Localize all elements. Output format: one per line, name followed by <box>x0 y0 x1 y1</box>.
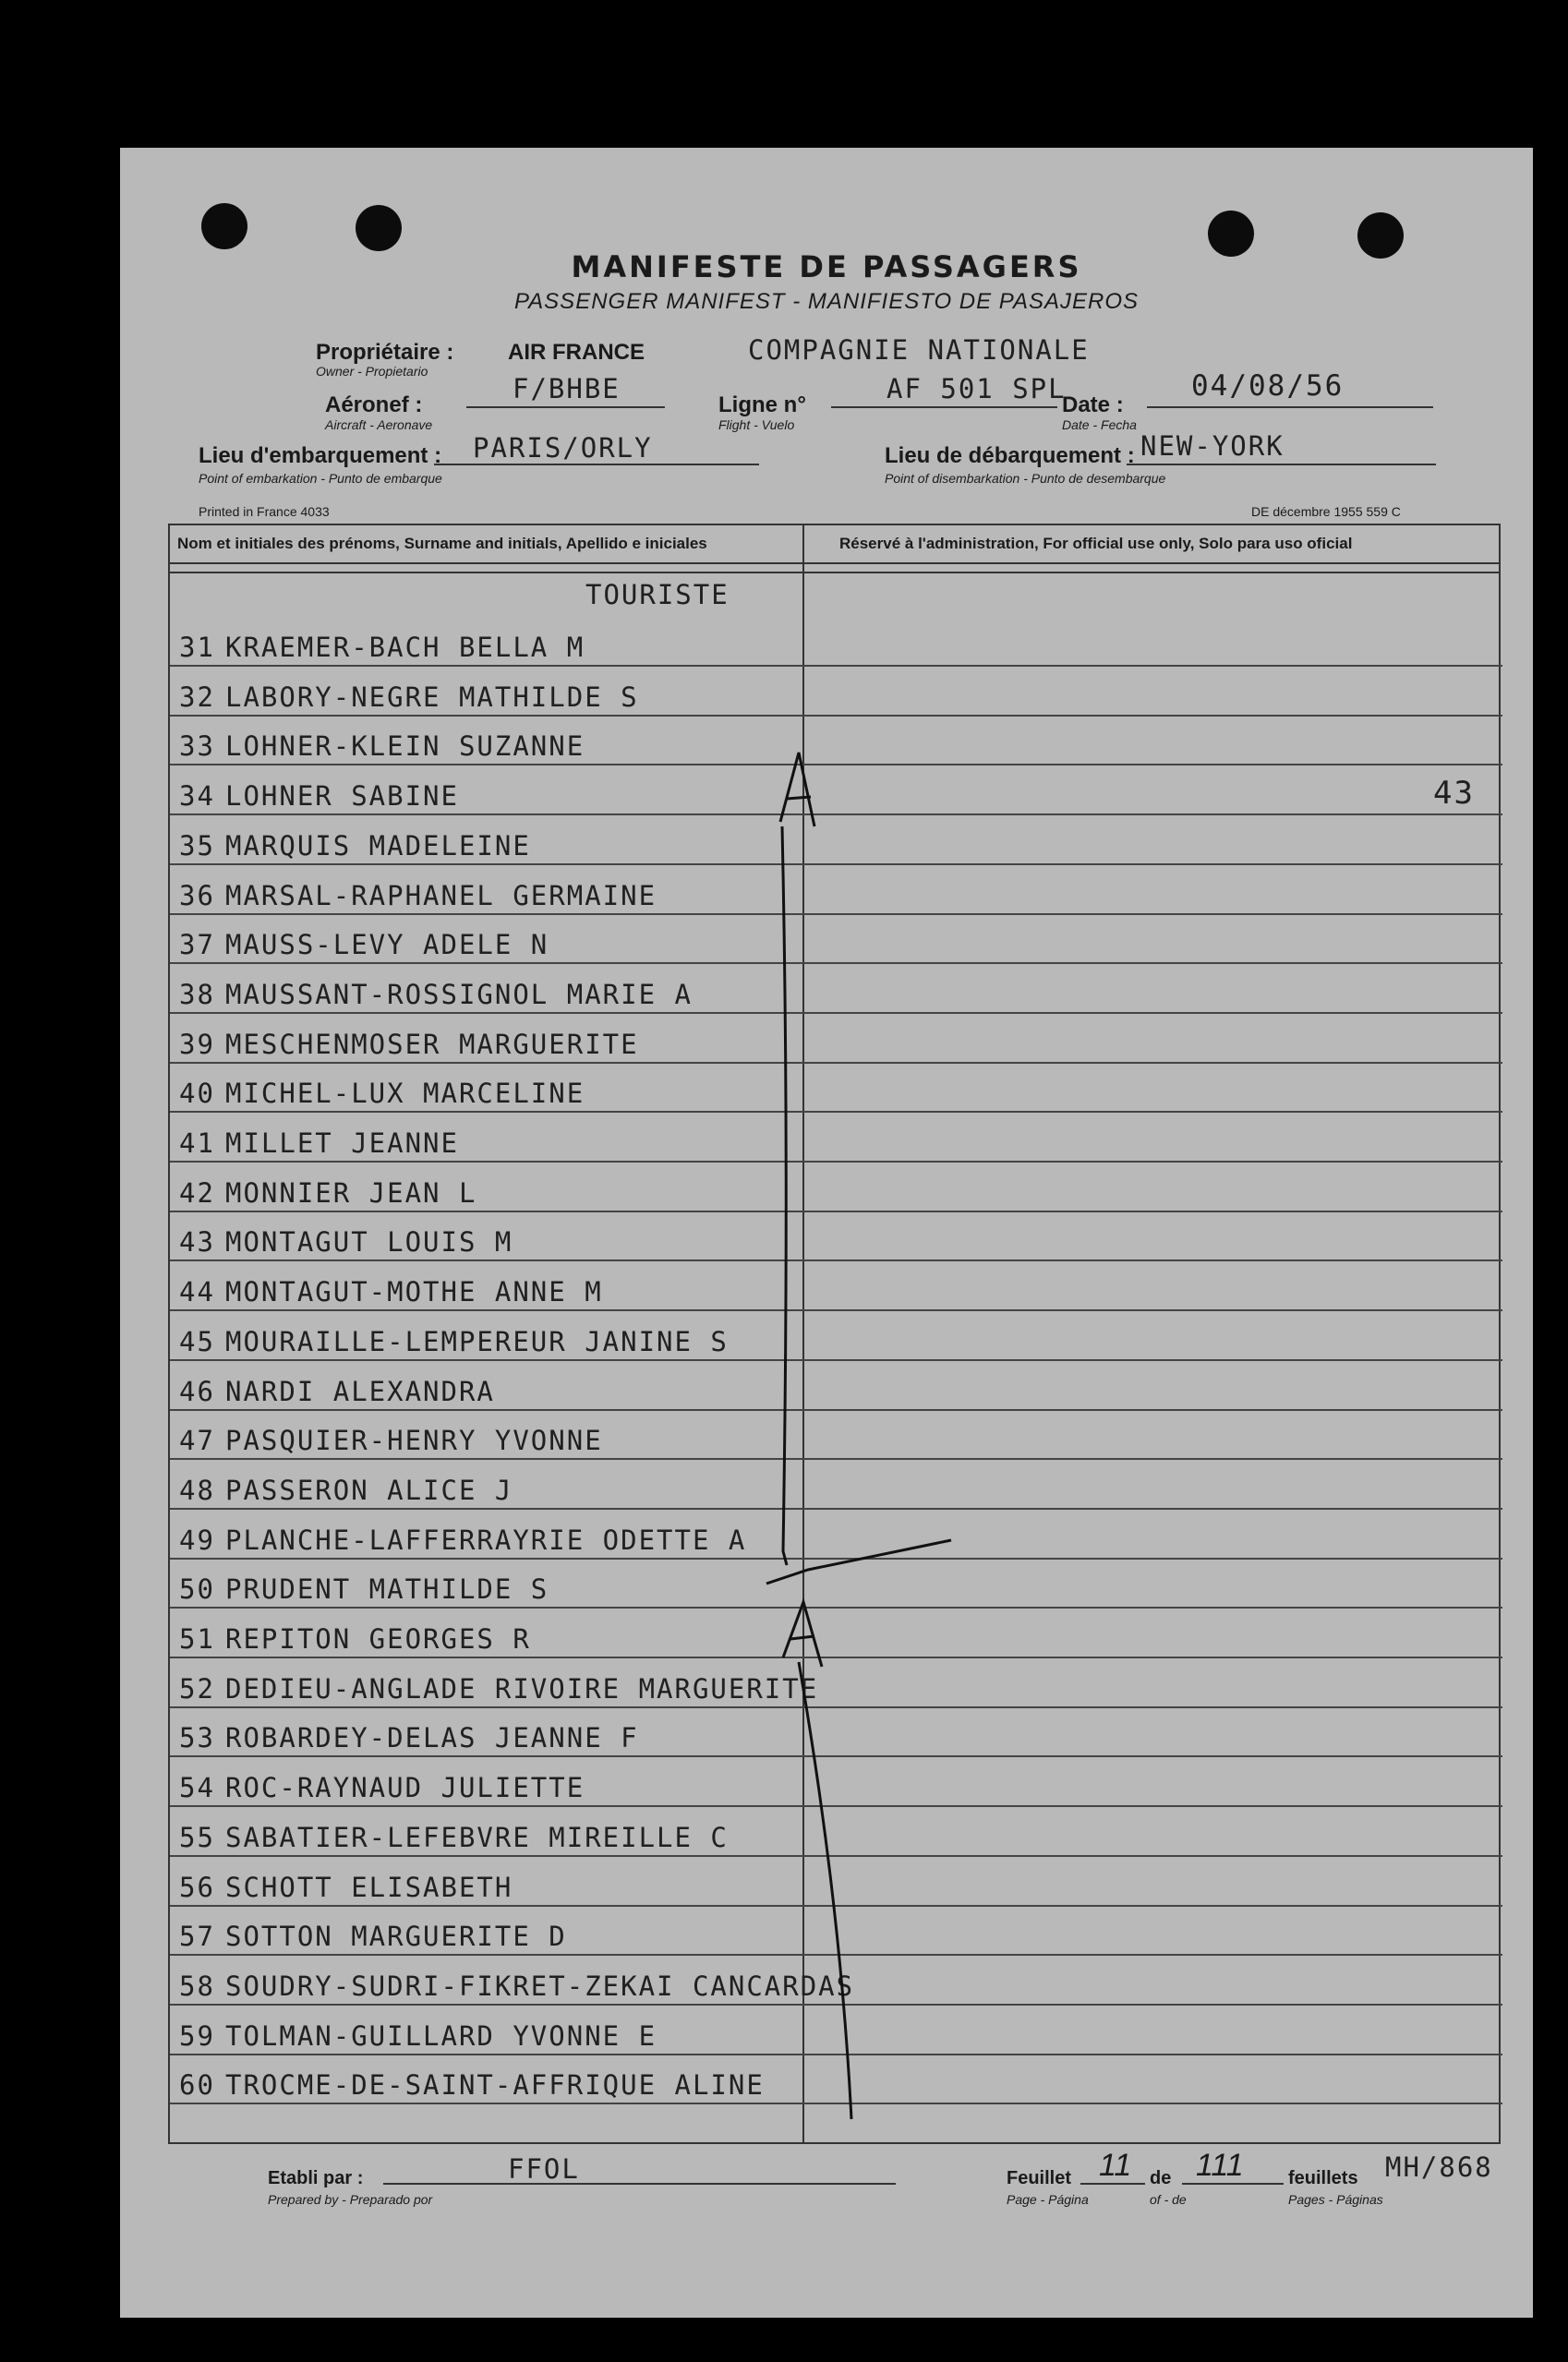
disembarkation-value: NEW-YORK <box>1140 430 1285 462</box>
passenger-name: KRAEMER-BACH BELLA M <box>225 632 585 663</box>
date-label: Date : <box>1062 392 1124 417</box>
passenger-number: 52 <box>179 1672 215 1705</box>
passenger-name: MAUSSANT-ROSSIGNOL MARIE A <box>225 978 693 1010</box>
total-sheets: 111 <box>1196 2148 1244 2183</box>
owner-sublabel: Owner - Propietario <box>316 364 428 379</box>
passenger-number: 60 <box>179 2069 215 2102</box>
official-note: 43 <box>1433 775 1475 813</box>
passenger-number: 39 <box>179 1028 215 1060</box>
date-value: 04/08/56 <box>1191 369 1345 403</box>
owner-label: Propriétaire : <box>316 340 454 365</box>
flight-value: AF 501 SPL <box>887 373 1067 404</box>
handwritten-bracket <box>120 148 1533 2318</box>
passenger-name: MILLET JEANNE <box>225 1127 459 1159</box>
aircraft-label: Aéronef : <box>325 392 423 417</box>
column-header-names: Nom et initiales des prénoms, Surname and initials, Apellido e iniciales <box>170 525 802 564</box>
passenger-name: LOHNER SABINE <box>225 780 459 813</box>
passenger-name: NARDI ALEXANDRA <box>225 1375 495 1407</box>
printed-note: Printed in France 4033 <box>199 504 330 519</box>
passenger-number: 38 <box>179 978 215 1010</box>
disembarkation-sublabel: Point of disembarkation - Punto de desembarque <box>885 471 1166 486</box>
passenger-number: 33 <box>179 730 215 763</box>
passenger-name: MESCHENMOSER MARGUERITE <box>225 1028 639 1060</box>
aircraft-sublabel: Aircraft - Aeronave <box>325 417 433 432</box>
sheet-underline <box>1080 2183 1145 2185</box>
form-code: DE décembre 1955 559 C <box>1251 504 1401 519</box>
date-sublabel: Date - Fecha <box>1062 417 1137 432</box>
passenger-name: MONTAGUT-MOTHE ANNE M <box>225 1276 603 1308</box>
passenger-name: REPITON GEORGES R <box>225 1623 531 1655</box>
reference-code: MH/868 <box>1385 2151 1493 2183</box>
passenger-number: 48 <box>179 1474 215 1506</box>
passenger-number: 37 <box>179 929 215 961</box>
passenger-name: MARQUIS MADELEINE <box>225 829 531 862</box>
prepared-by-label: Etabli par : <box>268 2168 364 2188</box>
passenger-name: LABORY-NEGRE MATHILDE S <box>225 681 639 713</box>
prepared-by-underline <box>383 2183 896 2185</box>
embarkation-sublabel: Point of embarkation - Punto de embarque <box>199 471 442 486</box>
passenger-number: 35 <box>179 829 215 862</box>
prepared-by-value: FFOL <box>508 2153 580 2185</box>
sheet-label: Feuillet <box>1007 2168 1072 2188</box>
passenger-number: 40 <box>179 1078 215 1110</box>
disembarkation-label: Lieu de débarquement : <box>885 443 1135 468</box>
flight-sublabel: Flight - Vuelo <box>718 417 795 432</box>
passenger-name: PASQUIER-HENRY YVONNE <box>225 1425 603 1457</box>
passenger-name: SOTTON MARGUERITE D <box>225 1921 567 1953</box>
flight-label: Ligne n° <box>718 392 806 417</box>
passenger-name: MOURAILLE-LEMPEREUR JANINE S <box>225 1325 729 1357</box>
of-label: de <box>1150 2168 1172 2188</box>
passenger-name: PASSERON ALICE J <box>225 1474 513 1506</box>
passenger-name: ROC-RAYNAUD JULIETTE <box>225 1772 585 1804</box>
passenger-number: 51 <box>179 1623 215 1655</box>
passenger-number: 49 <box>179 1524 215 1556</box>
passenger-number: 54 <box>179 1772 215 1804</box>
section-label: TOURISTE <box>585 579 730 610</box>
passenger-name: SCHOTT ELISABETH <box>225 1871 513 1903</box>
sheet-number: 11 <box>1099 2148 1132 2183</box>
page-title: MANIFESTE DE PASSAGERS <box>571 249 1082 284</box>
of-sublabel: of - de <box>1150 2192 1187 2207</box>
passenger-number: 56 <box>179 1871 215 1903</box>
sheets-label: feuillets <box>1288 2168 1358 2188</box>
passenger-number: 34 <box>179 780 215 813</box>
passenger-name: PRUDENT MATHILDE S <box>225 1573 549 1606</box>
passenger-number: 55 <box>179 1821 215 1853</box>
passenger-name: PLANCHE-LAFFERRAYRIE ODETTE A <box>225 1524 747 1556</box>
passenger-number: 41 <box>179 1127 215 1159</box>
passenger-name: MICHEL-LUX MARCELINE <box>225 1078 585 1110</box>
embarkation-label: Lieu d'embarquement : <box>199 443 442 468</box>
passenger-name: ROBARDEY-DELAS JEANNE F <box>225 1722 639 1754</box>
total-underline <box>1182 2183 1284 2185</box>
passenger-name: SABATIER-LEFEBVRE MIREILLE C <box>225 1821 729 1853</box>
passenger-name: TOLMAN-GUILLARD YVONNE E <box>225 2019 657 2052</box>
sheets-sublabel: Pages - Páginas <box>1288 2192 1383 2207</box>
passenger-name: TROCME-DE-SAINT-AFFRIQUE ALINE <box>225 2069 765 2102</box>
passenger-number: 47 <box>179 1425 215 1457</box>
passenger-number: 42 <box>179 1176 215 1209</box>
owner-printed: AIR FRANCE <box>508 340 645 365</box>
sheet-sublabel: Page - Página <box>1007 2192 1089 2207</box>
passenger-name: MAUSS-LEVY ADELE N <box>225 929 549 961</box>
owner-value: COMPAGNIE NATIONALE <box>748 334 1090 366</box>
passenger-number: 50 <box>179 1573 215 1606</box>
passenger-number: 59 <box>179 2019 215 2052</box>
passenger-number: 58 <box>179 1970 215 2002</box>
embarkation-value: PARIS/ORLY <box>473 432 653 464</box>
column-header-official: Réservé à l'administration, For official use only, Solo para uso oficial <box>802 525 1499 564</box>
prepared-by-sublabel: Prepared by - Preparado por <box>268 2192 433 2207</box>
passenger-number: 43 <box>179 1226 215 1259</box>
passenger-number: 31 <box>179 632 215 663</box>
passenger-number: 32 <box>179 681 215 713</box>
passenger-name: LOHNER-KLEIN SUZANNE <box>225 730 585 763</box>
passenger-name: MONNIER JEAN L <box>225 1176 477 1209</box>
passenger-name: MONTAGUT LOUIS M <box>225 1226 513 1259</box>
passenger-name: SOUDRY-SUDRI-FIKRET-ZEKAI CANCARDAS <box>225 1970 855 2002</box>
passenger-name: MARSAL-RAPHANEL GERMAINE <box>225 879 657 911</box>
passenger-number: 46 <box>179 1375 215 1407</box>
passenger-number: 44 <box>179 1276 215 1308</box>
manifest-sheet <box>120 148 1533 2318</box>
page-subtitle: PASSENGER MANIFEST - MANIFIESTO DE PASAJEROS <box>513 289 1140 314</box>
passenger-number: 57 <box>179 1921 215 1953</box>
passenger-number: 53 <box>179 1722 215 1754</box>
passenger-number: 45 <box>179 1325 215 1357</box>
passenger-name: DEDIEU-ANGLADE RIVOIRE MARGUERITE <box>225 1672 819 1705</box>
passenger-number: 36 <box>179 879 215 911</box>
aircraft-value: F/BHBE <box>513 373 621 404</box>
